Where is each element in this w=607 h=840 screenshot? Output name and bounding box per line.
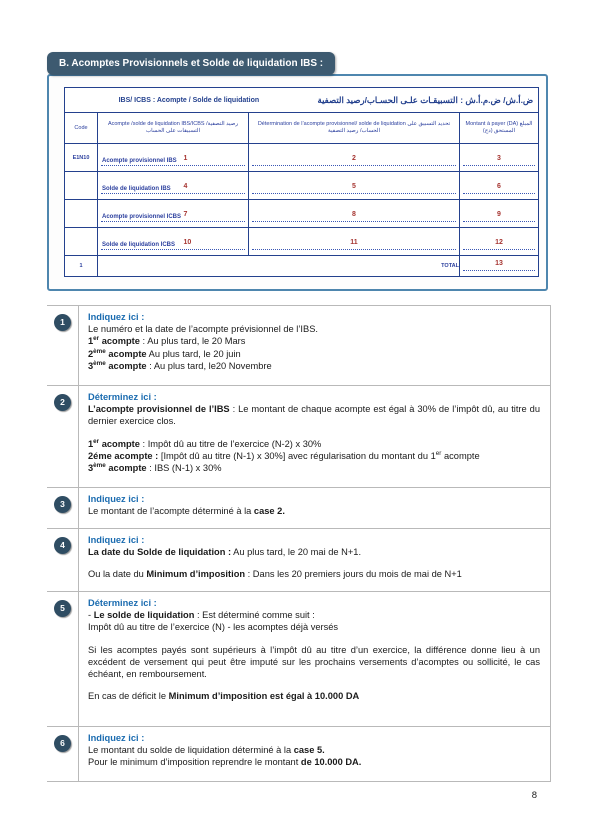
instruction-section-5 bbox=[47, 591, 550, 726]
step-badge-3: 3 bbox=[54, 496, 71, 513]
ref-number: 8 bbox=[352, 211, 356, 218]
form-image-frame bbox=[47, 74, 548, 291]
instruction-section-6 bbox=[47, 726, 550, 781]
row-label-cell: Solde de liquidation ICBS 10 bbox=[98, 228, 249, 256]
dotted-leader bbox=[463, 193, 535, 194]
determination-cell bbox=[249, 200, 460, 228]
section-body: Le numéro et la date de l’acompte prévisionnel de l’IBS. 1er acompte : Au plus tard, le 20 Mars 2ème acompte Au plus tard, le 20 juin 3ème acompte : Au plus tard, le20 Novembre bbox=[88, 324, 318, 371]
ref-number: 2 bbox=[352, 155, 356, 162]
step-badge-5: 5 bbox=[54, 600, 71, 617]
section-body: Le montant de l’acompte déterminé à la case 2. bbox=[88, 506, 285, 517]
montant-cell bbox=[460, 228, 539, 256]
step-badge-2: 2 bbox=[54, 394, 71, 411]
ref-number: 5 bbox=[352, 183, 356, 190]
page-number: 8 bbox=[531, 790, 537, 801]
code-cell bbox=[65, 200, 98, 228]
ref-number: 9 bbox=[497, 211, 501, 218]
section-heading: Indiquez ici : bbox=[88, 312, 145, 322]
section-body: La date du Solde de liquidation : Au plus tard, le 20 mai de N+1. Ou la date du Minimum d’imposition : Dans les 20 premiers jours du mois de mai de N+1 bbox=[88, 547, 462, 580]
section-body: L’acompte provisionnel de l’IBS : Le montant de chaque acompte est égal à 30% de l’impôt dû, au titre du dernier exercice clos. 1er acompte : Impôt dû au titre de l’exercice (N-2) x 30% 2éme acompte : [Impôt dû au titre (N-1) x 30%] avec régularisation du montant du 1er acompte 3ème acompte : IBS (N-1) x 30% bbox=[88, 404, 540, 474]
determination-cell bbox=[249, 228, 460, 256]
ref-number: 7 bbox=[183, 211, 188, 218]
section-heading: Indiquez ici : bbox=[88, 494, 145, 504]
form-row-acompte-ibs bbox=[65, 144, 539, 172]
row-label-cell: Solde de liquidation IBS 4 bbox=[98, 172, 249, 200]
total-index-cell: 1 bbox=[65, 256, 98, 277]
instruction-section-2 bbox=[47, 385, 550, 487]
dotted-leader bbox=[101, 249, 245, 250]
ref-number: 10 bbox=[183, 239, 192, 246]
row-label-cell: Acompte provisionnel IBS 1 bbox=[98, 144, 249, 172]
ref-number: 6 bbox=[497, 183, 501, 190]
code-cell bbox=[65, 228, 98, 256]
form-row-acompte-icbs bbox=[65, 200, 539, 228]
form-row-solde-icbs bbox=[65, 228, 539, 256]
section-heading: Indiquez ici : bbox=[88, 535, 145, 545]
form-title-row bbox=[65, 88, 539, 113]
instruction-section-1 bbox=[47, 305, 550, 385]
step-badge-4: 4 bbox=[54, 537, 71, 554]
step-badge-6: 6 bbox=[54, 735, 71, 752]
col-header-acompte: Acompte /solde de liquidation IBS/ICBS رصيد التصفية/ التسبيقات على الحساب bbox=[98, 113, 249, 144]
section-heading: Indiquez ici : bbox=[88, 733, 145, 743]
dotted-leader bbox=[101, 165, 245, 166]
dotted-leader bbox=[252, 193, 456, 194]
dotted-leader bbox=[463, 221, 535, 222]
instructions-list bbox=[47, 305, 551, 782]
ref-number: 13 bbox=[495, 260, 503, 267]
col-header-determination: Détermination de l’acompte provisionnel/ solde de liquidation تحديد التسبيق على الحساب/ رصيد التصفية bbox=[249, 113, 460, 144]
dotted-leader bbox=[463, 249, 535, 250]
code-cell: E1N10 bbox=[65, 144, 98, 172]
ref-number: 12 bbox=[495, 239, 503, 246]
tax-form-table bbox=[64, 87, 539, 277]
dotted-leader bbox=[463, 165, 535, 166]
row-label-cell: Acompte provisionnel ICBS 7 bbox=[98, 200, 249, 228]
ref-number: 3 bbox=[497, 155, 501, 162]
montant-cell bbox=[460, 172, 539, 200]
instruction-section-3 bbox=[47, 487, 550, 528]
dotted-leader bbox=[252, 165, 456, 166]
section-heading: Déterminez ici : bbox=[88, 598, 157, 608]
dotted-leader bbox=[252, 221, 456, 222]
determination-cell bbox=[249, 172, 460, 200]
section-body: Le montant du solde de liquidation déterminé à la case 5. Pour le minimum d’imposition reprendre le montant de 10.000 DA. bbox=[88, 745, 362, 768]
dotted-leader bbox=[252, 249, 456, 250]
col-header-code: Code bbox=[65, 113, 98, 144]
code-cell bbox=[65, 172, 98, 200]
form-title-ar: ض.أ.ش/ ض.م.أ.ش : التسبيقـات علـى الحسـاب/رصيد التصفية bbox=[317, 94, 534, 105]
ref-number: 4 bbox=[183, 183, 188, 190]
total-label-cell: TOTAL bbox=[98, 256, 460, 277]
ref-number: 1 bbox=[183, 155, 188, 162]
form-row-total bbox=[65, 256, 539, 277]
ref-number: 11 bbox=[350, 239, 358, 246]
form-title-fr: IBS/ ICBS : Acompte / Solde de liquidation bbox=[118, 96, 260, 104]
montant-cell bbox=[460, 200, 539, 228]
dotted-leader bbox=[101, 193, 245, 194]
step-badge-1: 1 bbox=[54, 314, 71, 331]
determination-cell bbox=[249, 144, 460, 172]
bottom-divider bbox=[47, 781, 550, 782]
montant-cell bbox=[460, 144, 539, 172]
dotted-leader bbox=[101, 221, 245, 222]
instruction-section-4 bbox=[47, 528, 550, 591]
section-heading: Déterminez ici : bbox=[88, 392, 157, 402]
dotted-leader bbox=[463, 270, 535, 271]
montant-cell bbox=[460, 256, 539, 277]
form-row-solde-ibs bbox=[65, 172, 539, 200]
section-title-bar: B. Acomptes Provisionnels et Solde de liquidation IBS : bbox=[47, 52, 335, 75]
col-header-montant: Montant à payer (DA) المبلغ المستحق (دج) bbox=[460, 113, 539, 144]
section-body: - Le solde de liquidation : Est déterminé comme suit : Impôt dû au titre de l’exercice (N) - les acomptes déjà versés Si les acomptes payés sont supérieurs à l’impôt dû au titre d’un exercice, la différence donne lieu à un excédent de versement qui peut être imputé sur les prochains versements d’acomptes ou sollicité, le cas échéant, en remboursement. En cas de déficit le Minimum d’imposition est égal à 10.000 DA bbox=[88, 610, 540, 702]
